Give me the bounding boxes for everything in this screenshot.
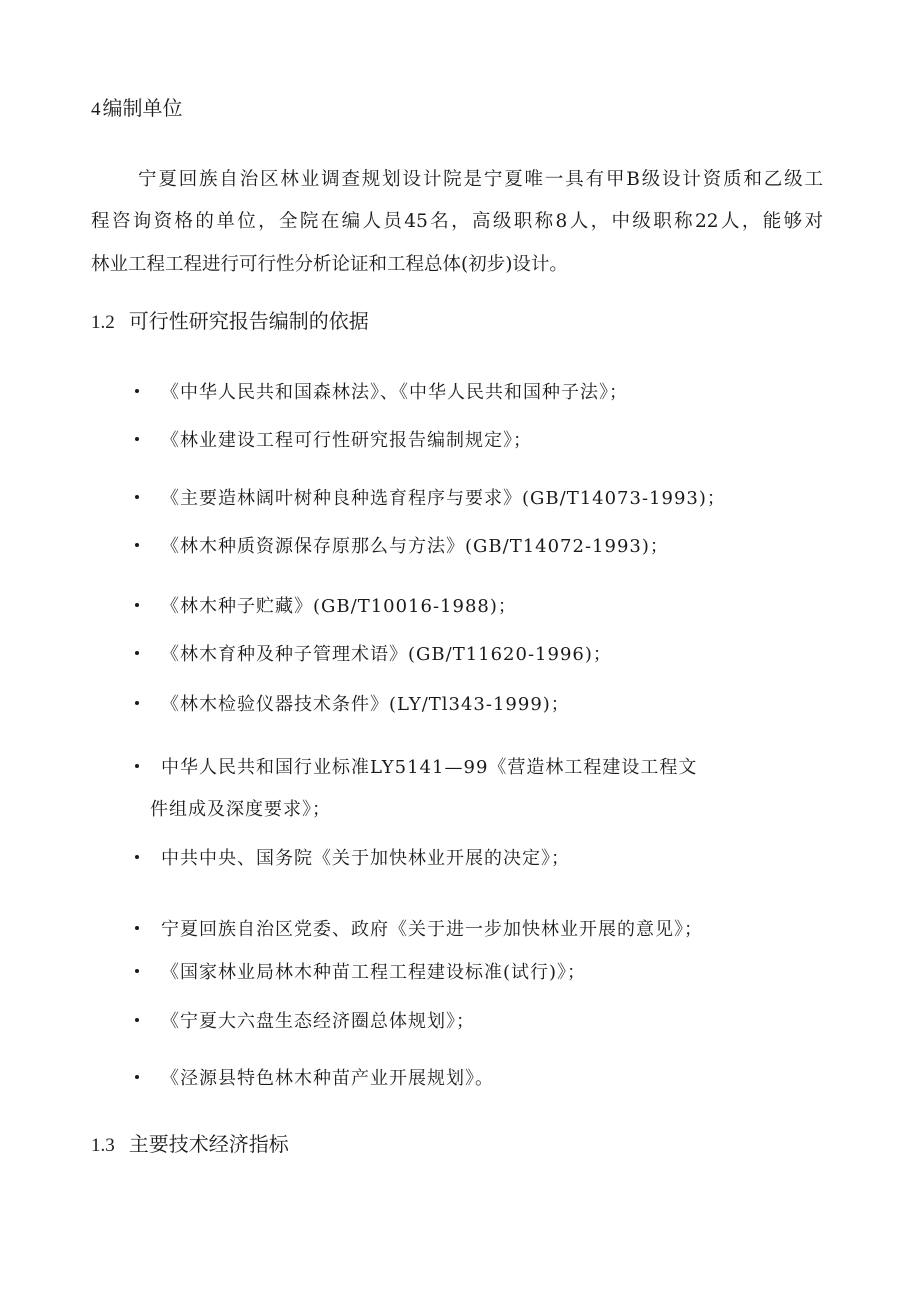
bullet-icon	[134, 854, 141, 861]
section-title: 主要技术经济指标	[128, 1132, 289, 1156]
bullet-icon	[134, 1074, 141, 1081]
section-title: 编制单位	[102, 96, 183, 120]
section-heading-unit	[91, 96, 183, 122]
section-heading-indicators	[91, 1132, 289, 1158]
paragraph-line: 林业工程工程进行可行性分析论证和工程总体(初步)设计。	[91, 254, 568, 275]
bullet-icon	[134, 436, 141, 443]
bullet-icon	[134, 602, 141, 609]
bullet-icon	[134, 968, 141, 975]
list-item: 《国家林业局林木种苗工程工程建设标准(试行)》；	[134, 960, 586, 986]
list-item-continuation: 件组成及深度要求》；	[150, 799, 331, 820]
list-item: 《林业建设工程可行性研究报告编制规定》；	[134, 428, 532, 454]
section-heading-basis	[91, 309, 369, 335]
list-item: 《宁夏大六盘生态经济圈总体规划》；	[134, 1009, 475, 1035]
list-item: 《林木育种及种子管理术语》(GB/T11620-1996)；	[134, 642, 612, 668]
list-item: 《林木种子贮藏》(GB/T10016-1988)；	[134, 594, 517, 620]
bullet-icon	[134, 650, 141, 657]
bullet-icon	[134, 763, 141, 770]
bullet-icon	[134, 494, 141, 501]
section-number: 1.3	[91, 1135, 115, 1156]
list-item: 宁夏回族自治区党委、政府《关于进一步加快林业开展的意见》；	[134, 917, 703, 943]
list-item: 《泾源县特色林木种苗产业开展规划》。	[134, 1066, 494, 1092]
bullet-icon	[134, 1017, 141, 1024]
section-number: 1.2	[91, 312, 115, 333]
bullet-icon	[134, 925, 141, 932]
bullet-icon	[134, 542, 141, 549]
list-item: 中华人民共和国行业标准LY5141—99《营造林工程建设工程文	[134, 755, 697, 781]
section-number: 4	[91, 99, 101, 120]
paragraph-line: 程咨询资格的单位，全院在编人员45名，高级职称8人，中级职称22人，能够对	[91, 211, 823, 232]
bullet-icon	[134, 388, 141, 395]
section-title: 可行性研究报告编制的依据	[128, 309, 369, 333]
list-item: 《主要造林阔叶树种良种选育程序与要求》(GB/T14073-1993)；	[134, 486, 726, 512]
list-item: 《中华人民共和国森林法》、《中华人民共和国种子法》；	[134, 380, 628, 406]
list-item: 中共中央、国务院《关于加快林业开展的决定》；	[134, 846, 570, 872]
bullet-icon	[134, 700, 141, 707]
paragraph-line: 宁夏回族自治区林业调查规划设计院是宁夏唯一具有甲B级设计资质和乙级工	[138, 169, 823, 190]
list-item: 《林木检验仪器技术条件》(LY/Tl343-1999)；	[134, 692, 570, 718]
list-item: 《林木种质资源保存原那么与方法》(GB/T14072-1993)；	[134, 534, 669, 560]
